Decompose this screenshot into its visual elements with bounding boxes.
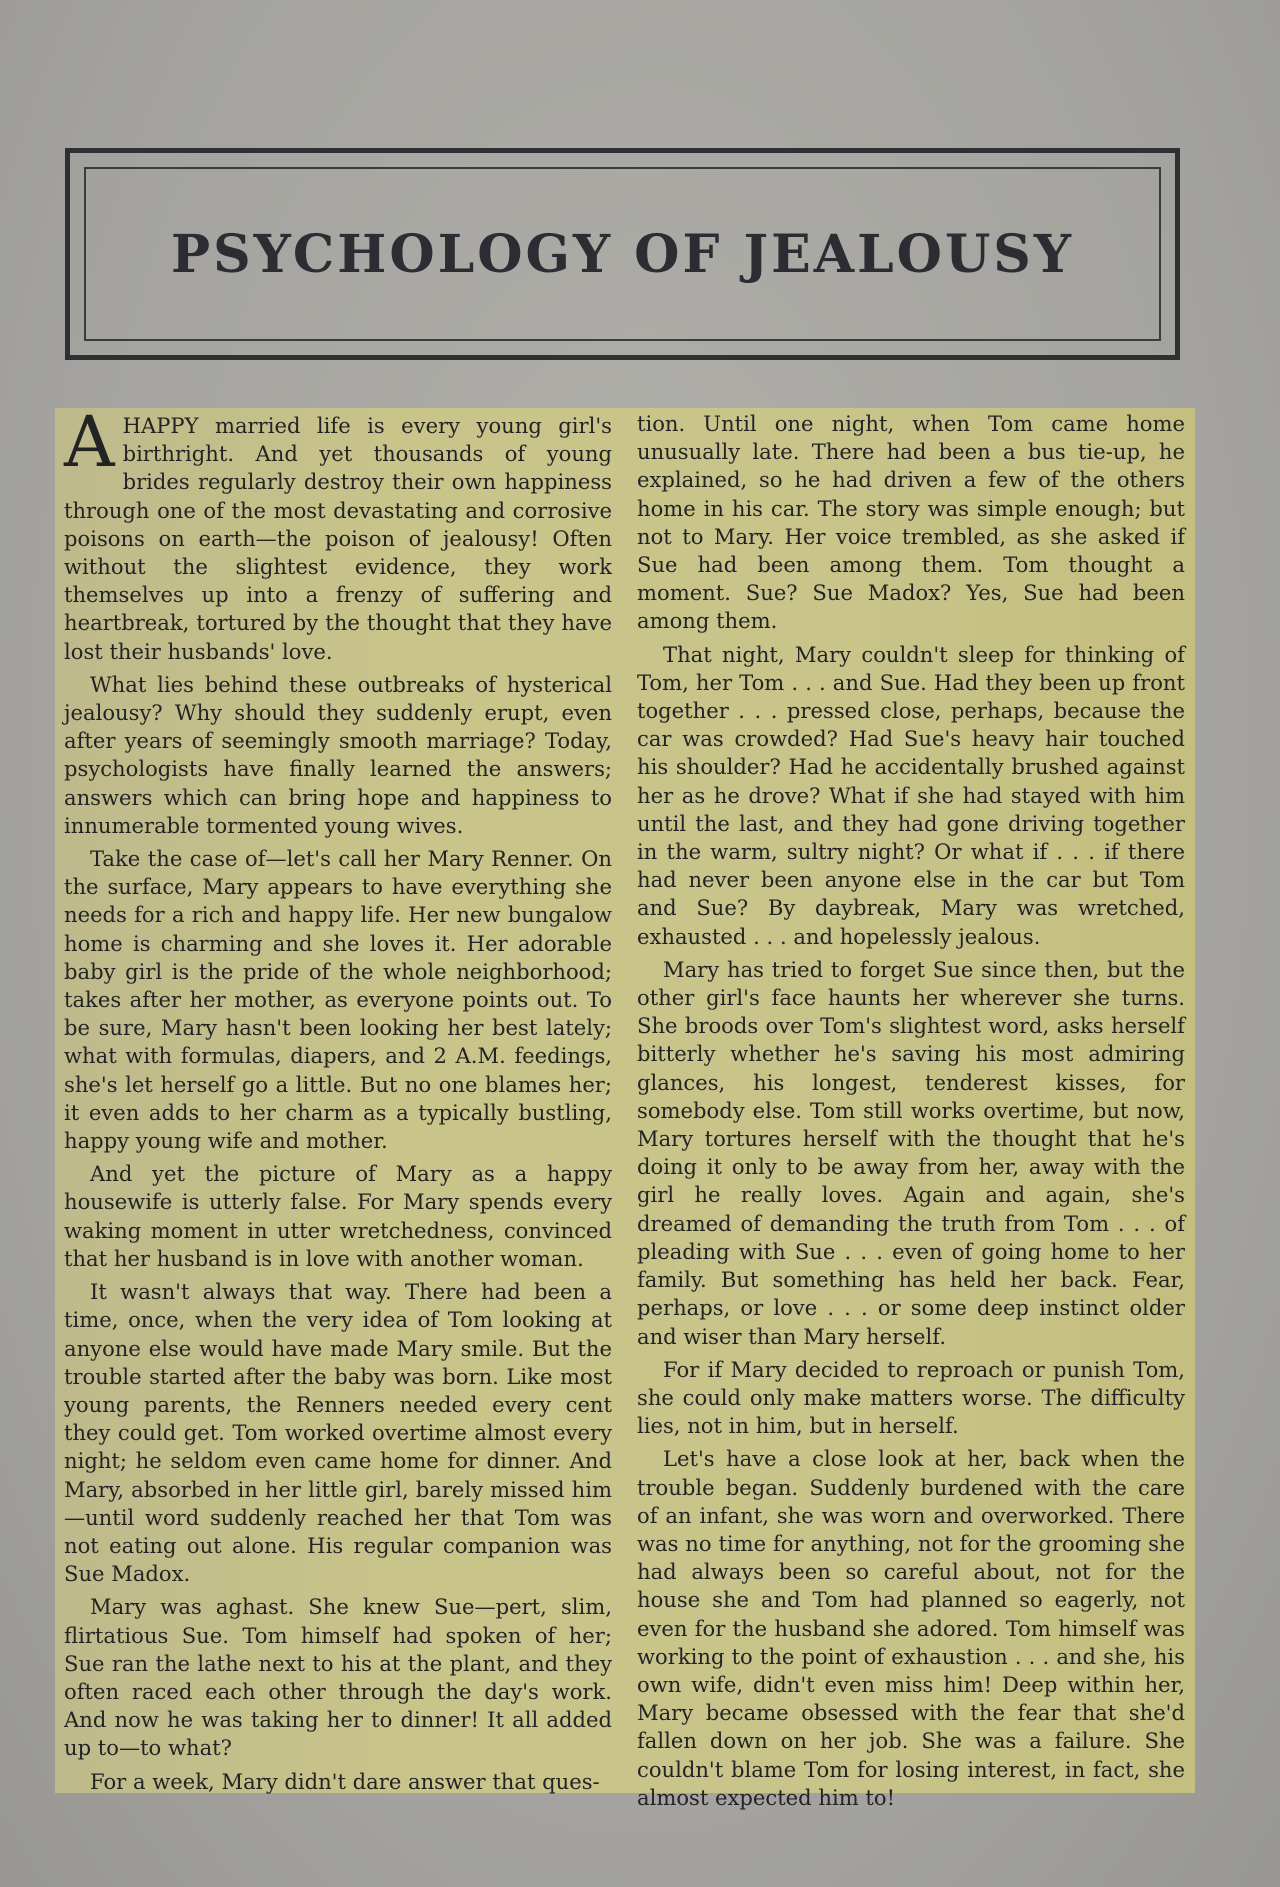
article-title: PSYCHOLOGY OF JEALOUSY bbox=[171, 223, 1074, 285]
title-frame bbox=[65, 148, 1180, 360]
paragraph: It wasn't always that way. There had been a time, once, when the very idea of Tom looking at anyone else would have made Mary smile. But the trouble started after the baby was born. Like most young parents, the Renners needed every cent they could get. Tom worked overtime almost every night; he seldom even came home for dinner. And Mary, absorbed in her little girl, barely missed him—until word suddenly reached her that Tom was not eating out alone. His regular companion was Sue Madox. bbox=[64, 1279, 612, 1587]
paragraph: tion. Until one night, when Tom came home unusually late. There had been a bus tie-up, he explained, so he had driven a few of the others home in his car. The story was simple enough; but not to Mary. Her voice trembled, as she asked if Sue had been among them. Tom thought a moment. Sue? Sue Madox? Yes, Sue had been among them. bbox=[637, 411, 1185, 634]
paragraph: For a week, Mary didn't dare answer that ques- bbox=[90, 1768, 600, 1794]
paragraph: And yet the picture of Mary as a happy housewife is utterly false. For Mary spends every waking moment in utter wretchedness, convinced that her husband is in love with another woman. bbox=[64, 1161, 612, 1271]
paragraph: Mary was aghast. She knew Sue—pert, slim, flirtatious Sue. Tom himself had spoken of her; Sue ran the lathe next to his at the plant, and they often raced each other through the day's work. And now he was taking her to dinner! It all added up to—to what? bbox=[64, 1594, 612, 1761]
title-inner-frame bbox=[84, 167, 1161, 341]
drop-cap: A bbox=[64, 401, 115, 483]
paragraph: Let's have a close look at her, back when the trouble began. Suddenly burdened with the care of an infant, she was worn and overworked. There was no time for anything, not for the grooming she had always been so careful about, not for the house she and Tom had planned so eagerly, not even for the husband she adored. Tom himself was working to the point of exhaustion . . . and she, his own wife, didn't even miss him! Deep within her, Mary became obsessed with the fear that she'd fallen down on her job. She was a failure. She couldn't blame Tom for losing interest, in fact, she almost expected him to! bbox=[637, 1446, 1185, 1810]
paragraph: For if Mary decided to reproach or punish Tom, she could only make matters worse. The difficulty lies, not in him, but in herself. bbox=[637, 1356, 1185, 1439]
paragraph bbox=[64, 401, 612, 666]
paragraph: That night, Mary couldn't sleep for thinking of Tom, her Tom . . . and Sue. Had they been up front together . . . pressed close, perhaps, because the car was crowded? Had Sue's heavy hair touched his shoulder? Had he accidentally brushed against her as he drove? What if she had stayed with him until the last, and they had gone driving together in the warm, sultry night? Or what if . . . if there had never been anyone else in the car but Tom and Sue? By daybreak, Mary was wretched, exhausted . . . and hopelessly jealous. bbox=[637, 641, 1185, 949]
paragraph: What lies behind these outbreaks of hysterical jealousy? Why should they suddenly erupt, even after years of seemingly smooth marriage? Today, psychologists have finally learned the answers; answers which can bring hope and happiness to innumerable tormented young wives. bbox=[64, 671, 612, 838]
paragraph: Mary has tried to forget Sue since then, but the other girl's face haunts her wherever she turns. She broods over Tom's slightest word, asks herself bitterly whether he's saving his most admiring glances, his longest, tenderest kisses, for somebody else. Tom still works overtime, but now, Mary tortures herself with the thought that he's doing it only to be away from her, away with the girl he really loves. Again and again, she's dreamed of demanding the truth from Tom . . . of pleading with Sue . . . even of going home to her family. But something has held her back. Fear, perhaps, or love . . . or some deep instinct older and wiser than Mary herself. bbox=[637, 956, 1185, 1349]
left-column bbox=[64, 401, 612, 1801]
paragraph-text: HAPPY married life is every young girl's birthright. And yet thousands of young brides regularly destroy their own happiness through one of the most devastating and corrosive poisons on earth—the poison of jealousy! Often without the slightest evidence, they work themselves up into a frenzy of suffering and heartbreak, tortured by the thought that they have lost their husbands' love. bbox=[64, 413, 612, 664]
paragraph: Take the case of—let's call her Mary Renner. On the surface, Mary appears to have everything she needs for a rich and happy life. Her new bungalow home is charming and she loves it. Her adorable baby girl is the pride of the whole neighborhood; takes after her mother, as everyone points out. To be sure, Mary hasn't been looking her best lately; what with formulas, diapers, and 2 A.M. feedings, she's let herself go a little. But no one blames her; it even adds to her charm as a typically bustling, happy young wife and mother. bbox=[64, 846, 612, 1154]
article-body bbox=[55, 401, 1195, 1810]
right-column bbox=[637, 410, 1185, 1817]
